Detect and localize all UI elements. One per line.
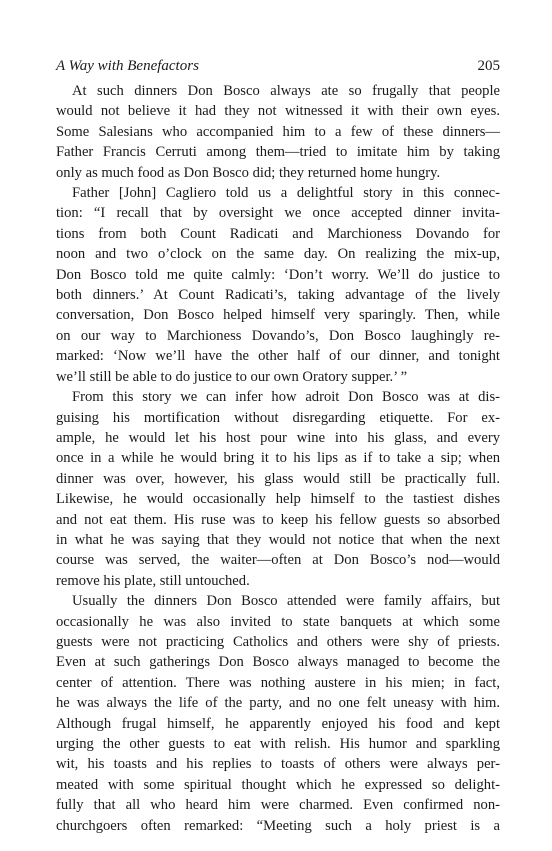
paragraph xyxy=(56,183,500,387)
book-page xyxy=(56,58,500,836)
text-line: remove his plate, still untouched. xyxy=(56,572,250,589)
text-line: in what he was saying that they would not notice that when the next xyxy=(56,531,500,548)
text-line: Some Salesians who accompanied him to a few of these dinners— xyxy=(56,123,500,140)
text-line: Usually the dinners Don Bosco attended were family affairs, but xyxy=(72,593,500,610)
text-line: Although frugal himself, he apparently enjoyed his food and kept xyxy=(56,715,500,732)
body-text xyxy=(56,81,500,836)
text-line: From this story we can infer how adroit Don Bosco was at dis- xyxy=(72,389,500,406)
text-line: on our way to Marchioness Dovando’s, Don Bosco laughingly re- xyxy=(56,327,500,344)
running-head xyxy=(56,58,500,75)
text-line: Father Francis Cerruti among them—tried to imitate him by taking xyxy=(56,144,500,161)
text-line: dinner was over, however, his glass would still be practically full. xyxy=(56,470,500,487)
text-line: churchgoers often remarked: “Meeting such a holy priest is a xyxy=(56,817,500,834)
paragraph xyxy=(56,591,500,836)
text-line: both dinners.’ At Count Radicati’s, taking advantage of the lively xyxy=(56,287,500,304)
text-line: guests were not practicing Catholics and others were shy of priests. xyxy=(56,633,500,650)
text-line: occasionally he was also invited to state banquets at which some xyxy=(56,613,500,630)
text-line: Likewise, he would occasionally help himself to the tastiest dishes xyxy=(56,491,500,508)
text-line: noon and two o’clock on the same day. On realizing the mix-up, xyxy=(56,246,500,263)
text-line: we’ll still be able to do justice to our own Oratory supper.’ ” xyxy=(56,368,408,385)
text-line: once in a while he would bring it to his lips as if to take a sip; when xyxy=(56,450,500,467)
text-line: urging the other guests to eat with relish. His humor and sparkling xyxy=(56,736,500,752)
paragraph xyxy=(56,387,500,591)
page-number: 205 xyxy=(477,58,500,74)
text-line: Don Bosco told me quite calmly: ‘Don’t worry. We’ll do justice to xyxy=(56,266,500,283)
text-line: course was served, the waiter—often at Don Bosco’s nod—would xyxy=(56,552,500,569)
text-line: and not eat them. His ruse was to keep his fellow guests so absorbed xyxy=(56,511,500,528)
text-line: Even at such gatherings Don Bosco always managed to become the xyxy=(56,654,500,671)
text-line: would not believe it had they not witnessed it with their own eyes. xyxy=(56,103,500,120)
text-line: marked: ‘Now we’ll have the other half of our dinner, and tonight xyxy=(56,348,500,365)
text-line: meated with some spiritual thought which he expressed so delight- xyxy=(56,776,500,793)
text-line: ample, he would let his host pour wine into his glass, and every xyxy=(56,429,500,446)
text-line: fully that all who heard him were charmed. Even confirmed non- xyxy=(56,797,500,814)
text-line: At such dinners Don Bosco always ate so frugally that people xyxy=(72,83,500,99)
text-line: only as much food as Don Bosco did; they returned home hungry. xyxy=(56,164,441,181)
running-title: A Way with Benefactors xyxy=(56,58,199,74)
paragraph xyxy=(56,81,500,183)
text-line: Father [John] Cagliero told us a delightful story in this connec- xyxy=(72,185,500,202)
text-line: center of attention. There was nothing austere in his mien; in fact, xyxy=(56,674,500,691)
text-line: tion: “I recall that by oversight we once accepted dinner invita- xyxy=(56,205,500,222)
text-line: wit, his toasts and his replies to toasts of others were always per- xyxy=(56,756,500,773)
text-line: conversation, Don Bosco helped himself very sparingly. Then, while xyxy=(56,307,500,324)
text-line: guising his mortification without disregarding etiquette. For ex- xyxy=(56,409,500,426)
text-line: tions from both Count Radicati and Marchioness Dovando for xyxy=(56,225,500,242)
text-line: he was always the life of the party, and no one felt uneasy with him. xyxy=(56,695,500,712)
